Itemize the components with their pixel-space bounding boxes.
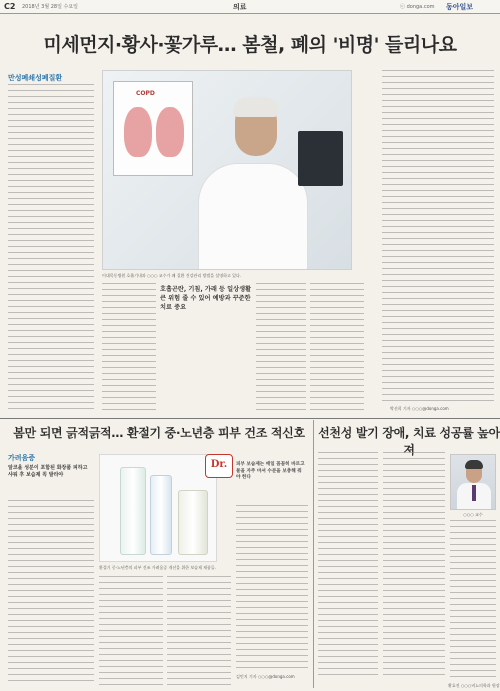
article2-body-col2 xyxy=(99,576,163,686)
article1-photo xyxy=(102,70,352,270)
article1-body-col5 xyxy=(382,70,494,402)
article2-body-col4 xyxy=(236,505,308,671)
section-name: 의료 xyxy=(233,3,247,11)
article2-pull-quote: 피부 보습제는 매일 꼼꼼히 바르고 물을 자주 마셔 수분을 보충해 줘야 한다 xyxy=(236,462,305,480)
article1-body-col1 xyxy=(8,84,94,414)
product-brand-logo xyxy=(205,454,233,478)
newspaper-logo: 동아일보 xyxy=(446,2,474,11)
lung-poster xyxy=(113,81,193,176)
article1-byline: 박선희 기자 ○○○@donga.com xyxy=(390,406,449,411)
column-divider xyxy=(313,420,314,688)
moisturizer-tube xyxy=(178,490,208,555)
article3-byline: 황효진 ○○○비뇨의학과 원장 xyxy=(448,683,500,688)
doctor-coat xyxy=(198,163,308,270)
page-number: C2 xyxy=(4,2,16,11)
moisturizer-tube xyxy=(120,467,146,555)
article2-subhead: 가려움증 xyxy=(8,454,36,462)
article1-subhead: 만성폐쇄성폐질환 xyxy=(8,74,63,82)
article2-subhead-note: 알코올 성분이 포함된 화장품 피하고 샤워 후 보습제 꼭 발라야 xyxy=(8,465,88,478)
moisturizer-tube xyxy=(150,475,172,555)
website-address: ⓒ donga.com xyxy=(400,4,435,10)
issue-date: 2018년 3월 28일 수요일 xyxy=(22,4,79,10)
article2-byline: 김민지 기자 ○○○@donga.com xyxy=(236,674,295,679)
article2-body-col3 xyxy=(167,576,231,686)
article1-body-col2 xyxy=(102,283,156,414)
article1-headline: 미세먼지·황사·꽃가루… 봄철, 폐의 '비명' 들리나요 xyxy=(43,34,457,56)
article2-body-col1 xyxy=(8,500,94,685)
article1-pull-quote: 호흡곤란, 기침, 가래 등 일상생활 큰 위험 줄 수 있어 예방과 꾸준한 치료 중요 xyxy=(160,286,252,311)
section-divider xyxy=(0,418,500,419)
article1-photo-caption: 이대목동병원 호흡기내과 ○○○ 교수가 폐 질환 건강관리 방법을 설명하고 있다. xyxy=(102,273,242,278)
article3-portrait-caption: ○○○ 교수 xyxy=(463,512,483,517)
brand-logo-text: Dr. xyxy=(210,459,228,470)
copd-poster-label: COPD xyxy=(136,90,155,97)
article2-product-photo xyxy=(99,454,217,562)
article3-body-col2 xyxy=(383,452,445,680)
article3-body-col1 xyxy=(318,452,378,680)
computer-monitor xyxy=(298,131,343,186)
doctor-hair xyxy=(233,97,279,117)
article1-body-col4 xyxy=(310,283,364,414)
right-lung-illustration xyxy=(156,107,184,157)
left-lung-illustration xyxy=(124,107,152,157)
article3-body-col3 xyxy=(450,520,496,680)
article2-photo-caption: 환절기 중·노년층의 피부 건조 가려움증 개선을 위한 보습제 제품들. xyxy=(99,565,217,570)
portrait-hair xyxy=(465,460,483,469)
article3-headline: 선천성 발기 장애, 치료 성공률 높아져 xyxy=(318,426,500,457)
article3-author-portrait xyxy=(450,454,496,510)
article1-body-col3 xyxy=(256,283,306,414)
portrait-tie xyxy=(472,485,476,501)
page-header xyxy=(0,0,500,14)
article2-headline: 봄만 되면 긁적긁적… 환절기 중·노년층 피부 건조 적신호 xyxy=(13,426,305,440)
